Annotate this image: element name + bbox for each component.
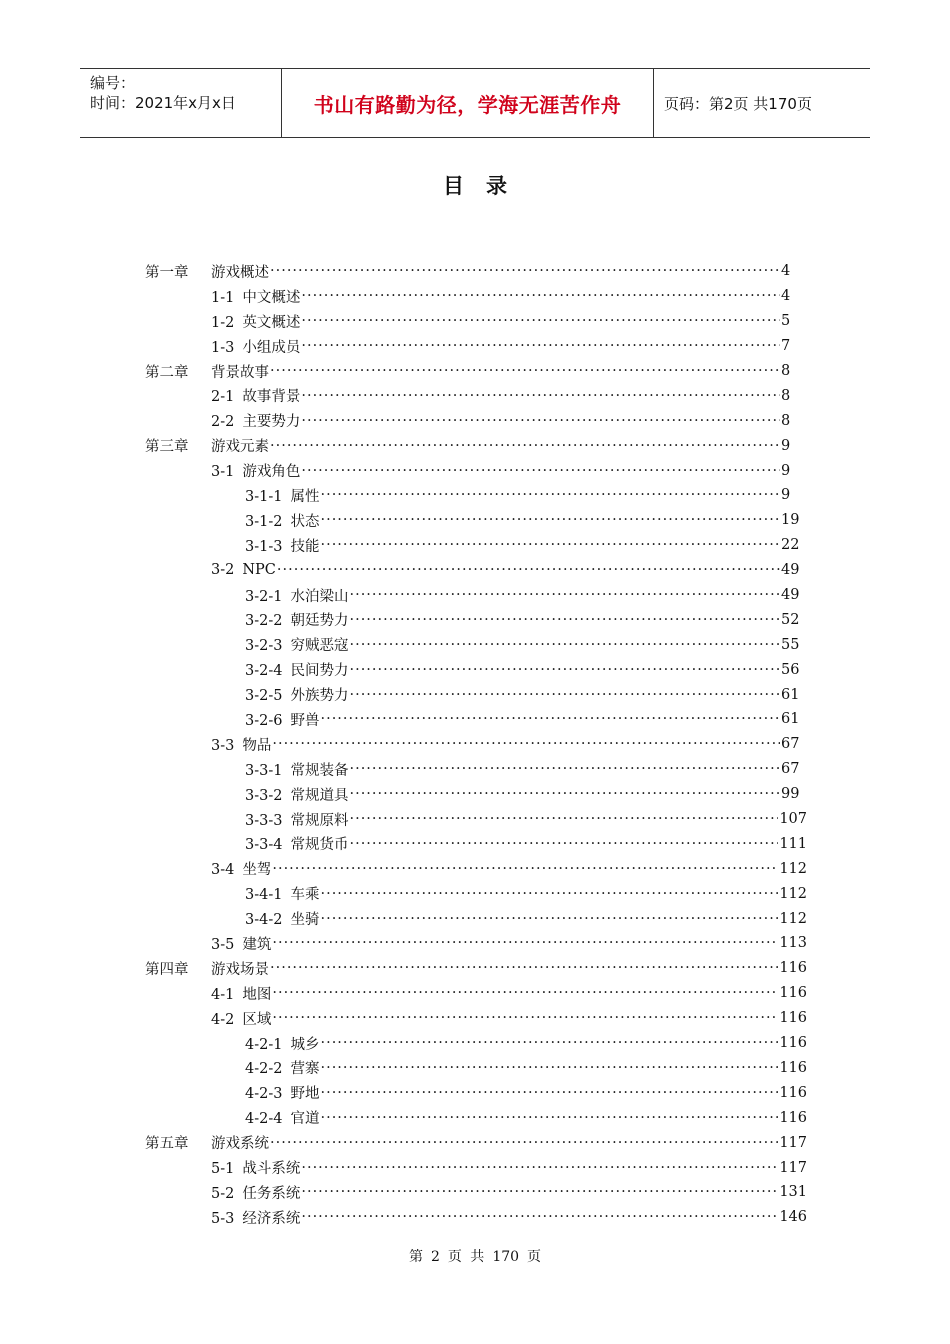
document-header: [80, 68, 870, 138]
header-meta-cell: [80, 69, 282, 137]
toc-entry-title: 物品: [242, 737, 272, 754]
toc-entry[interactable]: [145, 508, 807, 533]
toc-entry-label: [245, 908, 319, 929]
toc-leader-dots: [270, 1135, 778, 1151]
toc-entry[interactable]: [145, 607, 807, 632]
toc-entry-page: 117: [779, 1159, 807, 1176]
toc-leader-dots: [349, 637, 780, 653]
toc-entry-number: 3-2-3: [245, 638, 283, 655]
toc-entry-title: 常规货币: [290, 837, 349, 854]
toc-entry-title: 游戏系统: [211, 1136, 269, 1153]
toc-entry-label: [211, 385, 300, 406]
toc-entry-label: [145, 361, 269, 382]
toc-entry-number: 3-2-2: [245, 613, 283, 630]
toc-entry-label: [211, 983, 271, 1004]
toc-entry-page: 19: [781, 512, 800, 529]
toc-entry-number: 5-1: [211, 1161, 235, 1177]
toc-entry-page: 112: [779, 885, 807, 902]
toc-entry[interactable]: [145, 433, 807, 458]
toc-leader-dots: [320, 487, 780, 503]
toc-entry-number: 4-2-3: [245, 1086, 283, 1103]
toc-leader-dots: [277, 562, 780, 578]
toc-entry-page: 8: [781, 363, 791, 379]
toc-entry-number: 3-2-4: [245, 663, 283, 680]
toc-entry-number: 3-2-6: [245, 712, 283, 729]
toc-entry-title: 官道: [290, 1111, 320, 1128]
toc-entry-page: 9: [781, 462, 791, 479]
toc-entry-label: [211, 734, 271, 755]
footer-page-total: 170: [492, 1249, 520, 1265]
toc-entry-label: [211, 562, 276, 578]
toc-entry-number: 3-1-1: [245, 488, 283, 505]
toc-entry-label: [211, 410, 300, 431]
toc-leader-dots: [349, 687, 780, 703]
toc-entry[interactable]: [145, 1056, 807, 1081]
toc-leader-dots: [349, 662, 780, 678]
toc-entry-number: 3-2-5: [245, 688, 283, 705]
toc-entry-number: 3-3: [211, 737, 235, 754]
toc-entry[interactable]: [145, 881, 807, 906]
toc-entry-page: 112: [779, 910, 807, 927]
toc-leader-dots: [301, 288, 780, 304]
toc-entry-title: 英文概述: [242, 314, 301, 331]
toc-entry-label: [211, 1207, 300, 1228]
toc-entry-label: [245, 1033, 319, 1054]
toc-entry-number: 1-2: [211, 314, 235, 331]
toc-entry-label: [245, 485, 319, 506]
toc-leader-dots: [270, 960, 778, 976]
toc-entry-page: 146: [779, 1209, 807, 1226]
toc-entry-title: 野兽: [290, 712, 320, 729]
toc-entry[interactable]: [145, 1155, 807, 1180]
toc-entry-page: 67: [781, 736, 800, 753]
toc-entry-page: 5: [781, 313, 791, 330]
toc-entry-label: [245, 1107, 319, 1128]
toc-entry-title: 水泊梁山: [290, 588, 349, 605]
toc-leader-dots: [349, 761, 780, 777]
toc-entry-label: [145, 1132, 269, 1153]
toc-entry[interactable]: [145, 284, 807, 309]
toc-entry-title: 任务系统: [242, 1185, 301, 1202]
document-time-label: 时间：2021年x月x日: [90, 94, 236, 112]
toc-entry-label: [211, 460, 300, 481]
toc-entry-number: 3-2: [211, 562, 235, 579]
toc-entry-title: 游戏元素: [211, 439, 269, 456]
toc-entry-title: 背景故事: [211, 364, 269, 381]
toc-entry-label: [245, 684, 348, 705]
document-number-label: 编号：: [90, 74, 136, 92]
toc-entry-title: 朝廷势力: [290, 613, 349, 630]
toc-entry-label: [245, 883, 319, 904]
toc-entry-number: 4-2-4: [245, 1111, 283, 1128]
toc-entry[interactable]: [145, 1006, 807, 1031]
toc-entry[interactable]: [145, 583, 807, 608]
toc-entry-page: 61: [781, 711, 800, 728]
toc-entry-title: 坐骑: [290, 912, 320, 929]
toc-entry[interactable]: [145, 782, 807, 807]
toc-entry-number: 第三章: [145, 439, 189, 456]
toc-entry-number: 1-3: [211, 339, 235, 356]
toc-entry-number: 第一章: [145, 264, 189, 281]
toc-entry-page: 116: [779, 960, 807, 977]
toc-leader-dots: [301, 463, 780, 479]
toc-entry-page: 116: [779, 1084, 807, 1101]
toc-entry[interactable]: [145, 956, 807, 981]
footer-page-current: 2: [430, 1249, 440, 1265]
toc-entry[interactable]: [145, 682, 807, 707]
toc-entry-title: 经济系统: [242, 1210, 301, 1227]
toc-entry-number: 3-5: [211, 936, 235, 953]
toc-entry-page: 116: [779, 1109, 807, 1126]
toc-entry-page: 113: [779, 935, 807, 952]
toc-entry-number: 3-4-2: [245, 912, 283, 929]
toc-entry-number: 3-1-2: [245, 513, 283, 530]
toc-entry-label: [245, 659, 348, 680]
toc-entry-page: 117: [779, 1134, 807, 1151]
toc-entry[interactable]: [145, 458, 807, 483]
toc-leader-dots: [349, 811, 778, 827]
toc-entry[interactable]: [145, 259, 807, 284]
toc-entry[interactable]: [145, 1180, 807, 1205]
toc-entry-label: [211, 933, 271, 954]
toc-entry[interactable]: [145, 657, 807, 682]
toc-entry-title: 常规道具: [290, 787, 349, 804]
toc-entry-page: 99: [781, 786, 800, 803]
footer-page-prefix: 第: [408, 1249, 423, 1265]
toc-entry-number: 1-1: [211, 289, 235, 306]
toc-entry-page: 131: [779, 1184, 807, 1201]
footer-page-mid: 页 共: [447, 1249, 485, 1265]
toc-entry-number: 4-1: [211, 986, 235, 1003]
toc-entry-number: 3-3-1: [245, 762, 283, 779]
toc-entry[interactable]: [145, 383, 807, 408]
toc-entry-page: 8: [781, 412, 791, 429]
toc-entry-number: 2-2: [211, 414, 235, 431]
toc-entry-label: [245, 634, 348, 655]
footer-page-suffix: 页: [527, 1249, 542, 1265]
toc-leader-dots: [349, 587, 780, 603]
toc-entry-title: 游戏场景: [211, 961, 269, 978]
toc-entry-label: [245, 510, 319, 531]
toc-entry-label: [211, 1157, 300, 1178]
toc-entry-number: 3-1-3: [245, 538, 283, 555]
toc-entry-page: 22: [781, 537, 800, 554]
toc-entry-label: [245, 709, 319, 730]
toc-entry-title: 外族势力: [290, 688, 349, 705]
toc-entry-number: 4-2-1: [245, 1036, 283, 1053]
toc-entry-page: 116: [779, 1059, 807, 1076]
toc-entry-label: [145, 435, 269, 456]
toc-entry-title: 属性: [290, 488, 320, 505]
toc-leader-dots: [320, 1110, 778, 1126]
toc-entry-page: 52: [781, 611, 800, 628]
toc-entry-page: 111: [779, 835, 807, 852]
toc-entry-label: [245, 784, 348, 805]
toc-entry[interactable]: [145, 732, 807, 757]
toc-entry-page: 67: [781, 761, 800, 778]
table-of-contents: [145, 259, 807, 1230]
toc-leader-dots: [301, 1160, 778, 1176]
toc-entry-label: [145, 261, 269, 282]
toc-entry-label: [245, 609, 348, 630]
toc-entry-page: 116: [779, 1035, 807, 1052]
toc-entry-number: 3-3-2: [245, 787, 283, 804]
toc-entry-page: 61: [781, 686, 800, 703]
toc-entry[interactable]: [145, 483, 807, 508]
toc-entry-label: [245, 585, 348, 606]
toc-entry-number: 第五章: [145, 1136, 189, 1153]
toc-entry-title: NPC: [242, 562, 276, 579]
toc-entry-number: 3-2-1: [245, 588, 283, 605]
toc-entry-title: 地图: [242, 986, 272, 1003]
page-title: 目录: [443, 174, 529, 198]
toc-entry-title: 战斗系统: [242, 1161, 301, 1177]
toc-leader-dots: [272, 736, 780, 752]
toc-entry[interactable]: [145, 757, 807, 782]
toc-entry-title: 坐驾: [242, 862, 272, 879]
toc-entry-title: 故事背景: [242, 389, 301, 406]
toc-leader-dots: [349, 836, 778, 852]
toc-entry-title: 穷贼恶寇: [290, 638, 349, 655]
toc-entry-label: [211, 858, 271, 879]
toc-entry[interactable]: [145, 831, 807, 856]
toc-entry-page: 4: [781, 263, 791, 280]
toc-entry-page: 116: [779, 1010, 807, 1027]
toc-leader-dots: [320, 512, 780, 528]
toc-entry-page: 9: [781, 437, 791, 454]
toc-leader-dots: [349, 612, 780, 628]
toc-leader-dots: [272, 935, 778, 951]
toc-leader-dots: [320, 711, 780, 727]
toc-leader-dots: [301, 1184, 778, 1200]
toc-entry-number: 3-1: [211, 464, 235, 481]
toc-leader-dots: [270, 263, 780, 279]
toc-entry[interactable]: [145, 1031, 807, 1056]
toc-leader-dots: [270, 438, 780, 454]
toc-entry-title: 区域: [242, 1011, 272, 1028]
toc-entry[interactable]: [145, 533, 807, 558]
toc-leader-dots: [320, 537, 780, 553]
toc-leader-dots: [349, 786, 780, 802]
toc-entry-page: 107: [779, 811, 807, 828]
toc-entry[interactable]: [145, 408, 807, 433]
toc-entry-page: 112: [779, 860, 807, 877]
toc-entry-label: [245, 759, 348, 780]
toc-entry-title: 建筑: [242, 936, 272, 953]
toc-leader-dots: [272, 861, 778, 877]
toc-entry[interactable]: [145, 856, 807, 881]
toc-leader-dots: [272, 985, 778, 1001]
toc-entry-label: [245, 1082, 319, 1103]
toc-leader-dots: [320, 1060, 778, 1076]
toc-entry-page: 7: [781, 338, 791, 355]
toc-entry-label: [245, 535, 319, 556]
toc-entry-title: 小组成员: [242, 339, 301, 356]
toc-entry-title: 技能: [290, 538, 320, 555]
toc-entry-page: 55: [781, 636, 800, 653]
toc-entry[interactable]: [145, 1080, 807, 1105]
toc-entry-label: [211, 1182, 300, 1203]
toc-entry-page: 49: [781, 562, 800, 579]
header-page-info: 页码：第2页 共170页: [664, 94, 812, 113]
toc-entry-number: 3-3-3: [245, 812, 283, 829]
toc-entry[interactable]: [145, 359, 807, 384]
toc-entry[interactable]: [145, 558, 807, 583]
toc-entry-title: 野地: [290, 1086, 320, 1103]
toc-entry-title: 城乡: [290, 1036, 320, 1053]
toc-entry-title: 车乘: [290, 887, 320, 904]
toc-entry[interactable]: [145, 707, 807, 732]
toc-entry-page: 8: [781, 387, 791, 404]
toc-leader-dots: [320, 911, 778, 927]
toc-entry[interactable]: [145, 1205, 807, 1230]
toc-entry-label: [245, 1057, 319, 1078]
toc-leader-dots: [320, 886, 778, 902]
toc-entry-label: [211, 286, 300, 307]
toc-entry-number: 第二章: [145, 364, 189, 381]
toc-entry-title: 中文概述: [242, 289, 301, 306]
toc-leader-dots: [301, 338, 780, 354]
toc-leader-dots: [270, 363, 780, 379]
toc-entry[interactable]: [145, 1130, 807, 1155]
toc-entry-number: 第四章: [145, 961, 189, 978]
toc-leader-dots: [301, 313, 780, 329]
toc-entry-label: [245, 833, 348, 854]
toc-leader-dots: [301, 413, 780, 429]
toc-entry-page: 9: [781, 487, 791, 504]
toc-entry-page: 49: [781, 587, 800, 604]
toc-leader-dots: [272, 1010, 778, 1026]
toc-entry-label: [145, 958, 269, 979]
toc-entry-number: 3-4: [211, 862, 235, 879]
toc-entry[interactable]: [145, 981, 807, 1006]
toc-entry-label: [211, 336, 300, 357]
toc-leader-dots: [301, 388, 780, 404]
toc-entry-number: 3-4-1: [245, 887, 283, 904]
toc-entry-title: 营寨: [290, 1061, 320, 1078]
toc-entry-title: 状态: [290, 513, 320, 530]
toc-entry[interactable]: [145, 906, 807, 931]
toc-entry-title: 民间势力: [290, 663, 349, 680]
toc-entry-title: 常规原料: [290, 812, 349, 829]
page-footer: [0, 1246, 950, 1266]
toc-leader-dots: [320, 1035, 778, 1051]
toc-entry-label: [245, 809, 348, 830]
toc-entry[interactable]: [145, 1105, 807, 1130]
toc-entry-number: 4-2: [211, 1011, 235, 1028]
toc-entry-title: 常规装备: [290, 762, 349, 779]
toc-entry[interactable]: [145, 309, 807, 334]
toc-entry-page: 56: [781, 661, 800, 678]
header-motto: 书山有路勤为径，学海无涯苦作舟: [282, 69, 654, 137]
toc-leader-dots: [320, 1085, 778, 1101]
toc-entry-number: 5-2: [211, 1185, 235, 1202]
toc-entry[interactable]: [145, 931, 807, 956]
toc-entry-title: 游戏角色: [242, 464, 301, 481]
toc-entry[interactable]: [145, 807, 807, 832]
toc-entry-page: 4: [781, 288, 791, 305]
toc-leader-dots: [301, 1209, 778, 1225]
toc-entry-page: 116: [779, 985, 807, 1002]
toc-entry-title: 游戏概述: [211, 264, 269, 281]
toc-entry-label: [211, 1008, 271, 1029]
toc-entry[interactable]: [145, 334, 807, 359]
toc-entry-label: [211, 311, 300, 332]
toc-entry-number: 3-3-4: [245, 837, 283, 854]
toc-entry[interactable]: [145, 632, 807, 657]
toc-entry-number: 2-1: [211, 389, 235, 406]
toc-entry-number: 5-3: [211, 1210, 235, 1227]
toc-entry-number: 4-2-2: [245, 1061, 283, 1078]
toc-entry-title: 主要势力: [242, 414, 301, 431]
